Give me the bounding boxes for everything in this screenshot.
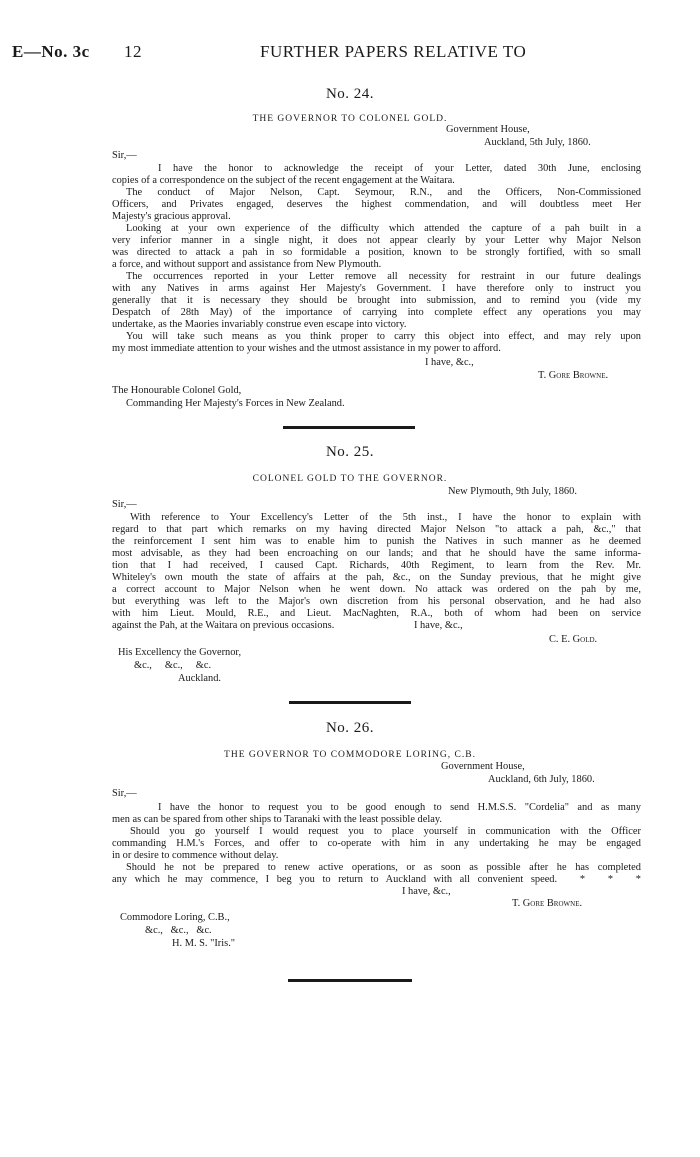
letter-line: tion that I had received, I caused Capt. Richards, 40th Regiment, to learn from the Rev. Mr. (112, 560, 641, 571)
letter-caption: COLONEL GOLD TO THE GOVERNOR. (252, 474, 448, 484)
addressee-line: &c., &c., &c. (134, 660, 212, 671)
letter-line: You will take such means as you think proper to carry this object into effect, and may rely upon (126, 331, 641, 342)
section-divider (288, 979, 412, 982)
section-divider (289, 701, 411, 704)
letter-line: in or desire to commence without delay. (112, 850, 279, 861)
closing: I have, &c., (414, 620, 463, 631)
letter-caption: THE GOVERNOR TO COLONEL GOLD. (252, 114, 448, 124)
letter-line: I have the honor to request you to be good enough to send H.M.S.S. "Cordelia" and as many (158, 802, 641, 813)
letter-date: Auckland, 6th July, 1860. (488, 774, 595, 785)
salutation: Sir,— (112, 150, 137, 161)
letter-line: commanding H.M.'s Forces, and offer to co-operate with him in any undertaking he may be engaged (112, 838, 641, 849)
letter-line: I have the honor to acknowledge the receipt of your Letter, dated 30th June, enclosing (158, 163, 641, 174)
letter-line: With reference to Your Excellency's Letter of the 5th inst., I have the honor to explain with (130, 512, 641, 523)
letter-line: The conduct of Major Nelson, Capt. Seymour, R.N., and the Officers, Non-Commissioned (126, 187, 641, 198)
letter-line: Should you go yourself I would request you to place yourself in communication with the Officer (130, 826, 641, 837)
letter-line: men as can be spared from other ships to Taranaki with the least possible delay. (112, 814, 442, 825)
letter-line: copies of a correspondence on the subject of the recent engagement at the Waitara. (112, 175, 455, 186)
salutation: Sir,— (112, 788, 137, 799)
addressee-line: Commodore Loring, C.B., (120, 912, 230, 923)
addressee-line: H. M. S. "Iris." (172, 938, 236, 949)
letter-line: Despatch of 28th May) of the importance of carrying into complete effect any operations you may (112, 307, 641, 318)
letter-line: most advisable, as they had been encroaching on our lands; and that he should have the same informa- (112, 548, 641, 559)
letter-line: Should he not be prepared to renew active operations, or as soon as possible after he has completed (126, 862, 641, 873)
signature: T. Gore Browne. (512, 898, 583, 909)
salutation: Sir,— (112, 499, 137, 510)
letter-line: any which he may commence, I beg you to return to Auckland with all convenient speed. * * * (112, 874, 641, 885)
page-title: FURTHER PAPERS RELATIVE TO (260, 42, 527, 61)
letter-line: Whiteley's own mouth the state of affairs at the pah, &c., on the Sunday previous, that he might give (112, 572, 641, 583)
letter-line: my most immediate attention to your wishes and the utmost assistance in my power to afford. (112, 343, 501, 354)
addressee-line: The Honourable Colonel Gold, (112, 385, 242, 396)
addressee-line: Commanding Her Majesty's Forces in New Zealand. (126, 398, 345, 409)
signature: T. Gore Browne. (538, 370, 609, 381)
letter-line: Looking at your own experience of the difficulty which attended the capture of a pah built in a (126, 223, 641, 234)
closing: I have, &c., (402, 886, 451, 897)
letter-number: No. 24. (325, 86, 375, 102)
letter-line: against the Pah, at the Waitara on previous occasions. (112, 620, 335, 631)
letter-line: undertake, as the Maories invariably construe even escape into victory. (112, 319, 407, 330)
letter-line: generally that it is necessary they should be brought into submission, and to remind you (vide my (112, 295, 641, 306)
running-head (10, 42, 690, 64)
letter-number: No. 26. (325, 720, 375, 736)
letter-number: No. 25. (325, 444, 375, 460)
letter-line: a force, and without support and assistance from New Plymouth. (112, 259, 382, 270)
letter-line: a correct account to Major Nelson when he went down. No attack was ordered on the pah by me, (112, 584, 641, 595)
letter-date: Auckland, 5th July, 1860. (484, 137, 591, 148)
addressee-line: Auckland. (178, 673, 221, 684)
series-number: E—No. 3c (12, 42, 90, 61)
letter-date: New Plymouth, 9th July, 1860. (448, 486, 577, 497)
letter-place: Government House, (441, 761, 525, 772)
letter-line: with him Lieut. Mould, R.E., and Lieut. MacNaghten, R.A., both of whom had been on service (112, 608, 641, 619)
letter-line: Majesty's gracious approval. (112, 211, 231, 222)
letter-place: Government House, (446, 124, 530, 135)
letter-line: regard to that part which remarks on my having directed Major Nelson "to attack a pah, &c.," that (112, 524, 641, 535)
signature: C. E. Gold. (549, 634, 598, 645)
addressee-line: His Excellency the Governor, (118, 647, 242, 658)
letter-line: The occurrences reported in your Letter remove all necessity for restraint in our future dealings (126, 271, 641, 282)
closing: I have, &c., (425, 357, 474, 368)
letter-line: was directed to attack a pah in so formidable a position, known to be strongly fortified, with so small (112, 247, 641, 258)
letter-line: very inferior manner in a single night, it does not appear clearly by your Letter why Major Nelson (112, 235, 641, 246)
addressee-line: &c., &c., &c. (145, 925, 212, 936)
section-divider (283, 426, 415, 429)
page-number: 12 (124, 42, 142, 61)
letter-line: with any Natives in arms against Her Majesty's Government. I have therefore only to instruct you (112, 283, 641, 294)
letter-line: but everything was left to the Major's own discretion from his personal observation, and he had also (112, 596, 641, 607)
letter-caption: THE GOVERNOR TO COMMODORE LORING, C.B. (224, 750, 476, 760)
letter-line: Officers, and Privates engaged, deserves the highest commendation, and will doubtless meet Her (112, 199, 641, 210)
letter-line: the reinforcement I sent him was to enable him to punish the Natives in such manner as he deemed (112, 536, 641, 547)
